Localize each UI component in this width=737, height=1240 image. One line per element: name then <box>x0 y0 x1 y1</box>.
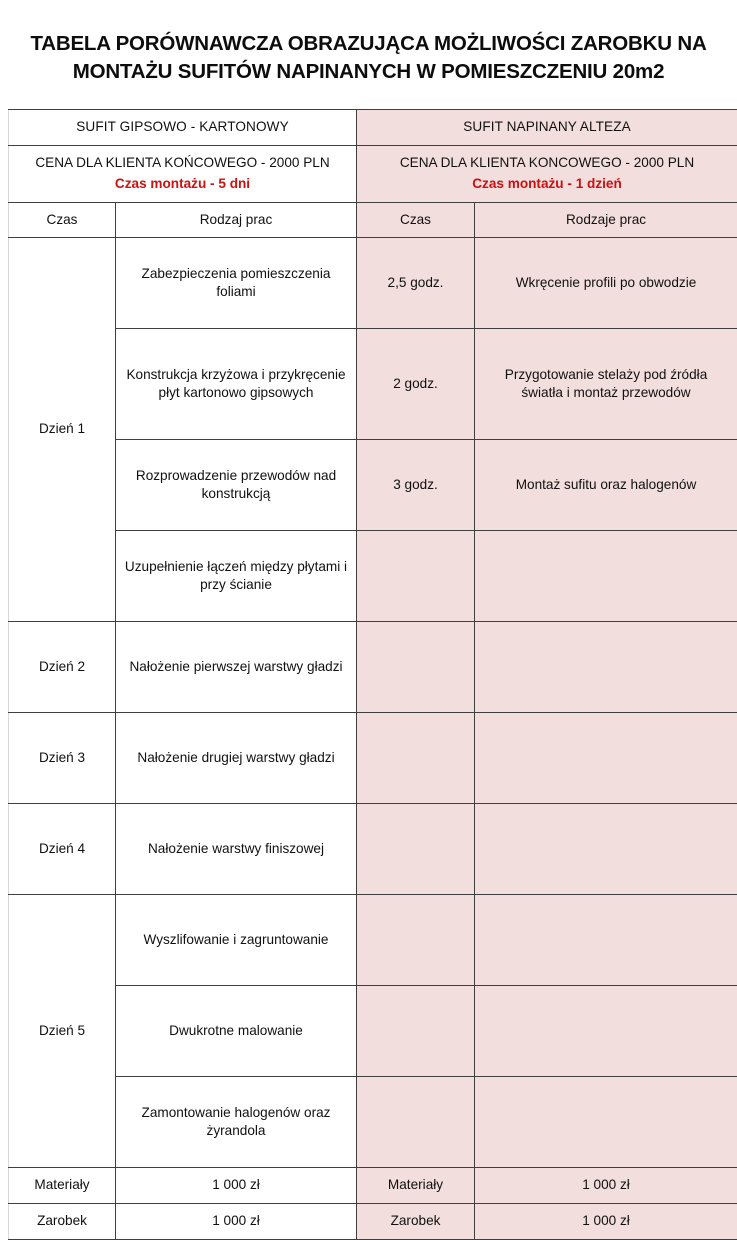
right-duration <box>357 1077 475 1168</box>
right-brand-title: SUFIT NAPINANY ALTEZA <box>357 110 737 146</box>
right-work-description <box>475 531 737 622</box>
right-duration: 3 godz. <box>357 440 475 531</box>
left-work-description: Uzupełnienie łączeń między płytami i przy ścianie <box>116 531 357 622</box>
left-column-header-time: Czas <box>9 202 116 238</box>
left-materials-value: 1 000 zł <box>116 1168 357 1204</box>
right-work-description <box>475 1077 737 1168</box>
page-title-line-1: TABELA PORÓWNAWCZA OBRAZUJĄCA MOŻLIWOŚCI ZAROBKU NA <box>14 30 723 58</box>
day-label: Dzień 1 <box>9 238 116 622</box>
right-materials-value: 1 000 zł <box>475 1168 737 1204</box>
left-profit-label: Zarobek <box>9 1204 116 1240</box>
right-work-description: Przygotowanie stelaży pod źródła światła i montaż przewodów <box>475 329 737 440</box>
right-materials-label: Materiały <box>357 1168 475 1204</box>
comparison-table <box>8 109 737 1240</box>
right-duration <box>357 622 475 713</box>
table-row <box>9 440 737 531</box>
table-row <box>9 713 737 804</box>
right-column-header-work: Rodzaje prac <box>475 202 737 238</box>
right-duration <box>357 713 475 804</box>
left-work-description: Nałożenie warstwy finiszowej <box>116 804 357 895</box>
table-row <box>9 329 737 440</box>
left-brand-title: SUFIT GIPSOWO - KARTONOWY <box>9 110 357 146</box>
right-duration <box>357 531 475 622</box>
left-price-label: CENA DLA KLIENTA KOŃCOWEGO - 2000 PLN <box>35 155 329 170</box>
right-work-description <box>475 986 737 1077</box>
right-profit-label: Zarobek <box>357 1204 475 1240</box>
table-row-column-headers <box>9 202 737 238</box>
left-column-header-work: Rodzaj prac <box>116 202 357 238</box>
right-duration <box>357 895 475 986</box>
right-duration <box>357 986 475 1077</box>
table-row-materials <box>9 1168 737 1204</box>
right-work-description <box>475 895 737 986</box>
right-work-description <box>475 804 737 895</box>
right-work-description <box>475 622 737 713</box>
left-work-description: Nałożenie pierwszej warstwy gładzi <box>116 622 357 713</box>
left-work-description: Rozprowadzenie przewodów nad konstrukcją <box>116 440 357 531</box>
day-label: Dzień 4 <box>9 804 116 895</box>
right-work-description: Wkręcenie profili po obwodzie <box>475 238 737 329</box>
right-work-description <box>475 713 737 804</box>
table-row <box>9 986 737 1077</box>
right-work-description: Montaż sufitu oraz halogenów <box>475 440 737 531</box>
table-row <box>9 1077 737 1168</box>
table-row-brand-header <box>9 110 737 146</box>
left-materials-label: Materiały <box>9 1168 116 1204</box>
table-row <box>9 895 737 986</box>
page-title <box>0 0 737 85</box>
right-install-time: Czas montażu - 1 dzień <box>365 175 729 194</box>
day-label: Dzień 5 <box>9 895 116 1168</box>
left-work-description: Dwukrotne malowanie <box>116 986 357 1077</box>
left-work-description: Wyszlifowanie i zagruntowanie <box>116 895 357 986</box>
day-label: Dzień 2 <box>9 622 116 713</box>
right-duration: 2 godz. <box>357 329 475 440</box>
right-price-label: CENA DLA KLIENTA KONCOWEGO - 2000 PLN <box>400 155 694 170</box>
day-label: Dzień 3 <box>9 713 116 804</box>
left-work-description: Zamontowanie halogenów oraz żyrandola <box>116 1077 357 1168</box>
table-row-price-header <box>9 146 737 203</box>
table-row <box>9 531 737 622</box>
right-price-cell <box>357 146 737 203</box>
table-row <box>9 804 737 895</box>
table-container <box>0 109 737 1240</box>
table-row <box>9 622 737 713</box>
left-work-description: Konstrukcja krzyżowa i przykręcenie płyt kartonowo gipsowych <box>116 329 357 440</box>
right-profit-value: 1 000 zł <box>475 1204 737 1240</box>
left-install-time: Czas montażu - 5 dni <box>17 175 348 194</box>
left-work-description: Zabezpieczenia pomieszczenia foliami <box>116 238 357 329</box>
page-title-line-2: MONTAŻU SUFITÓW NAPINANYCH W POMIESZCZENIU 20m2 <box>14 58 723 86</box>
right-duration <box>357 804 475 895</box>
table-row <box>9 238 737 329</box>
right-column-header-time: Czas <box>357 202 475 238</box>
right-duration: 2,5 godz. <box>357 238 475 329</box>
left-profit-value: 1 000 zł <box>116 1204 357 1240</box>
left-price-cell <box>9 146 357 203</box>
table-row-profit <box>9 1204 737 1240</box>
left-work-description: Nałożenie drugiej warstwy gładzi <box>116 713 357 804</box>
